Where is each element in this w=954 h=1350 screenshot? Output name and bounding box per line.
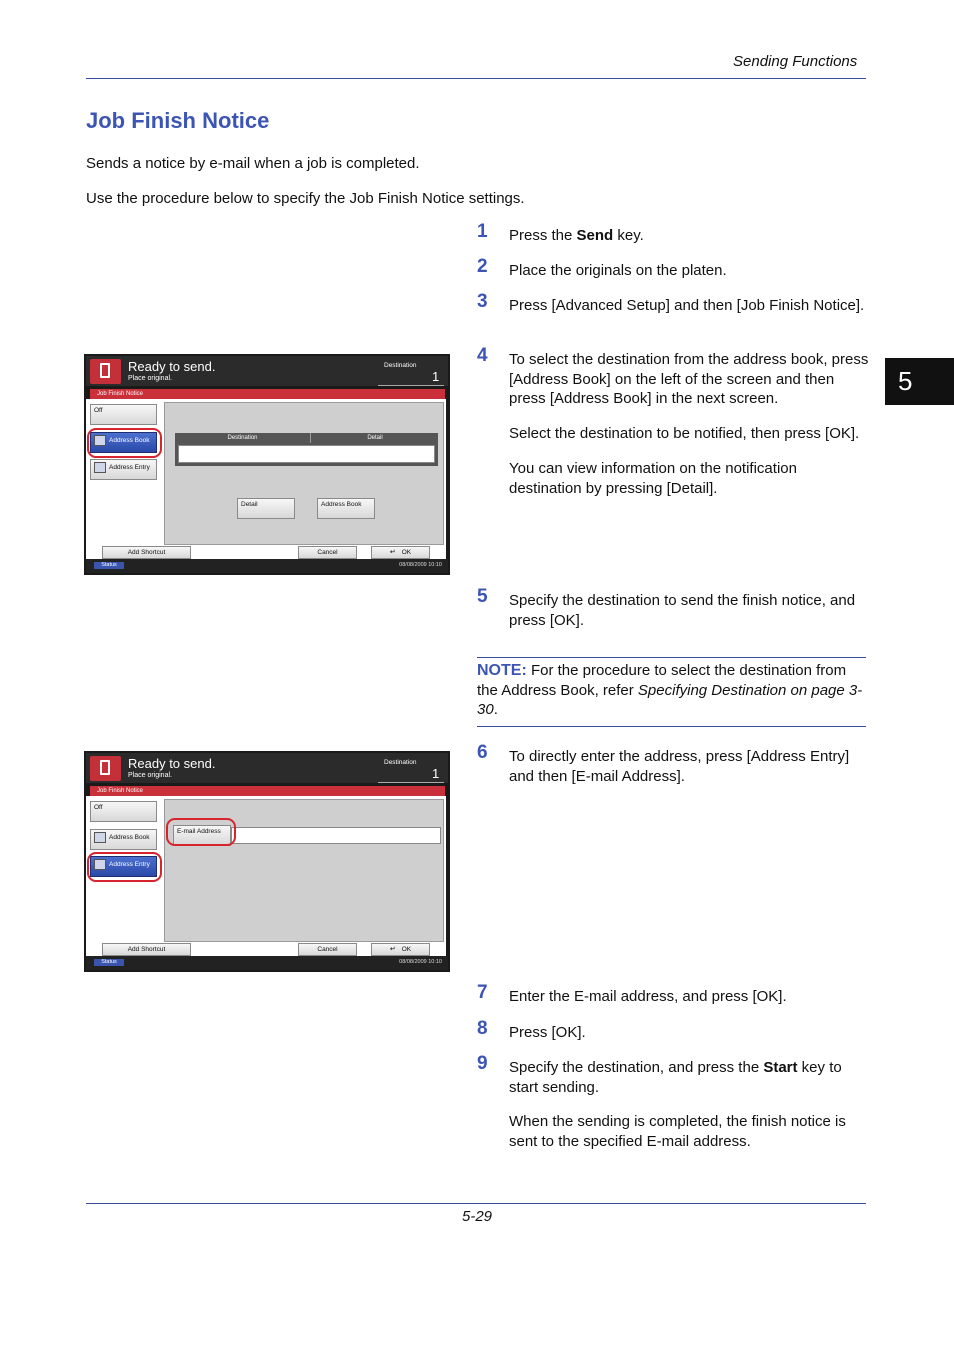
step-text-extra: You can view information on the notification destination by pressing [Detail]. (509, 460, 797, 497)
key-name: Send (576, 227, 614, 244)
address-book-button[interactable] (90, 829, 157, 850)
highlight-ring (87, 852, 162, 882)
ok-button[interactable] (371, 546, 430, 559)
step-number: 3 (477, 291, 488, 312)
date-time: 08/08/2009 10:10 (399, 562, 442, 568)
detail-button[interactable]: Detail (237, 498, 295, 519)
destination-label: Destination (384, 759, 417, 766)
cancel-button[interactable]: Cancel (298, 546, 357, 559)
step-text: To select the destination from the address book, press [Address Book] on the left of the screen and then press [Address Book] in the next screen. (509, 351, 869, 407)
device-screen-address-entry (84, 751, 450, 972)
enter-icon: ↵ (389, 946, 396, 953)
step-number: 8 (477, 1018, 488, 1039)
key-name: Start (763, 1059, 798, 1076)
add-shortcut-button[interactable]: Add Shortcut (102, 943, 191, 956)
content-area (164, 402, 444, 545)
place-original-message: Place original. (128, 375, 172, 382)
step-number: 1 (477, 221, 488, 242)
step-8 (477, 1018, 869, 1043)
step-6 (477, 742, 869, 786)
page-title: Job Finish Notice (86, 108, 270, 133)
document-icon (90, 359, 121, 384)
step-number: 7 (477, 982, 488, 1003)
address-entry-button[interactable] (90, 459, 157, 480)
address-book-select-button[interactable]: Address Book (317, 498, 375, 519)
off-button[interactable]: Off (90, 801, 157, 822)
screen-top-bar (86, 356, 448, 386)
step-text: Press the (509, 227, 577, 244)
button-label: OK (401, 946, 412, 953)
step-text: To directly enter the address, press [Address Entry] and then [E-mail Address]. (509, 748, 850, 785)
screen-top-bar (86, 753, 448, 783)
ok-button[interactable] (371, 943, 430, 956)
step-number: 2 (477, 256, 488, 277)
step-2 (477, 256, 869, 281)
step-number: 6 (477, 742, 488, 763)
step-3 (477, 291, 869, 316)
destination-underline (378, 385, 444, 386)
destination-label: Destination (384, 362, 417, 369)
destination-count: 1 (432, 766, 440, 781)
device-screen-address-book (84, 354, 450, 575)
note-box (477, 657, 866, 727)
destination-underline (378, 782, 444, 783)
step-number: 5 (477, 586, 488, 607)
step-number: 4 (477, 345, 488, 366)
button-label: OK (401, 549, 412, 556)
add-shortcut-button[interactable]: Add Shortcut (102, 546, 191, 559)
col-destination-header: Destination (227, 435, 258, 441)
address-book-icon (94, 832, 106, 843)
status-button[interactable]: Status (94, 959, 124, 966)
enter-icon: ↵ (389, 549, 396, 556)
step-text-end: key to start sending. (509, 1059, 842, 1096)
step-7 (477, 982, 869, 1007)
chapter-tab: 5 (885, 358, 954, 405)
note-end: . (493, 701, 498, 718)
screen-status-bar (86, 956, 448, 970)
document-icon (90, 756, 121, 781)
step-text: Specify the destination to send the finish notice, and press [OK]. (509, 592, 856, 629)
place-original-message: Place original. (128, 772, 172, 779)
step-5 (477, 586, 869, 630)
step-9 (477, 1053, 869, 1151)
email-address-field[interactable] (231, 827, 441, 844)
screen-title-bar: Job Finish Notice (90, 389, 445, 399)
step-text-extra: Select the destination to be notified, then press [OK]. (509, 424, 860, 442)
destination-table (175, 433, 438, 466)
destination-count: 1 (432, 369, 440, 384)
table-row[interactable] (178, 445, 435, 463)
step-text: Press [Advanced Setup] and then [Job Finish Notice]. (509, 297, 865, 314)
status-button[interactable]: Status (94, 562, 124, 569)
step-number: 9 (477, 1053, 488, 1074)
intro-paragraph-2: Use the procedure below to specify the Job Finish Notice settings. (86, 190, 525, 207)
step-text: Specify the destination, and press the (509, 1059, 764, 1076)
intro-paragraph-1: Sends a notice by e-mail when a job is completed. (86, 155, 420, 172)
envelope-icon (94, 462, 106, 473)
note-text: For the procedure to select the destination from the Address Book, refer (477, 662, 847, 699)
step-text-end: key. (613, 227, 644, 244)
date-time: 08/08/2009 10:10 (399, 959, 442, 965)
col-detail-header: Detail (310, 433, 439, 443)
highlight-ring (87, 428, 162, 458)
cancel-button[interactable]: Cancel (298, 943, 357, 956)
step-text-extra: When the sending is completed, the finish notice is sent to the specified E-mail address. (509, 1113, 846, 1150)
note-reference: Specifying Destination on page 3-30 (477, 681, 863, 718)
footer-rule (86, 1203, 866, 1204)
screen-body (86, 796, 446, 956)
step-text: Enter the E-mail address, and press [OK]. (509, 988, 787, 1005)
ready-message: Ready to send. (128, 359, 216, 374)
step-4 (477, 345, 869, 498)
button-label: Address Book (109, 437, 150, 445)
button-label: Address Entry (109, 464, 150, 472)
step-text: Press [OK]. (509, 1024, 586, 1041)
screen-body (86, 399, 446, 559)
header-rule (86, 78, 866, 79)
off-button[interactable]: Off (90, 404, 157, 425)
step-text: Place the originals on the platen. (509, 262, 727, 279)
email-address-button[interactable]: E-mail Address (173, 825, 231, 846)
highlight-ring (166, 818, 236, 846)
screen-title-bar: Job Finish Notice (90, 786, 445, 796)
step-1 (477, 221, 869, 246)
note-label: NOTE: (477, 662, 527, 679)
running-header: Sending Functions (733, 53, 858, 70)
button-label: Address Entry (109, 861, 150, 869)
ready-message: Ready to send. (128, 756, 216, 771)
page-number: 5-29 (462, 1208, 493, 1225)
screen-status-bar (86, 559, 448, 573)
button-label: Address Book (109, 834, 150, 842)
